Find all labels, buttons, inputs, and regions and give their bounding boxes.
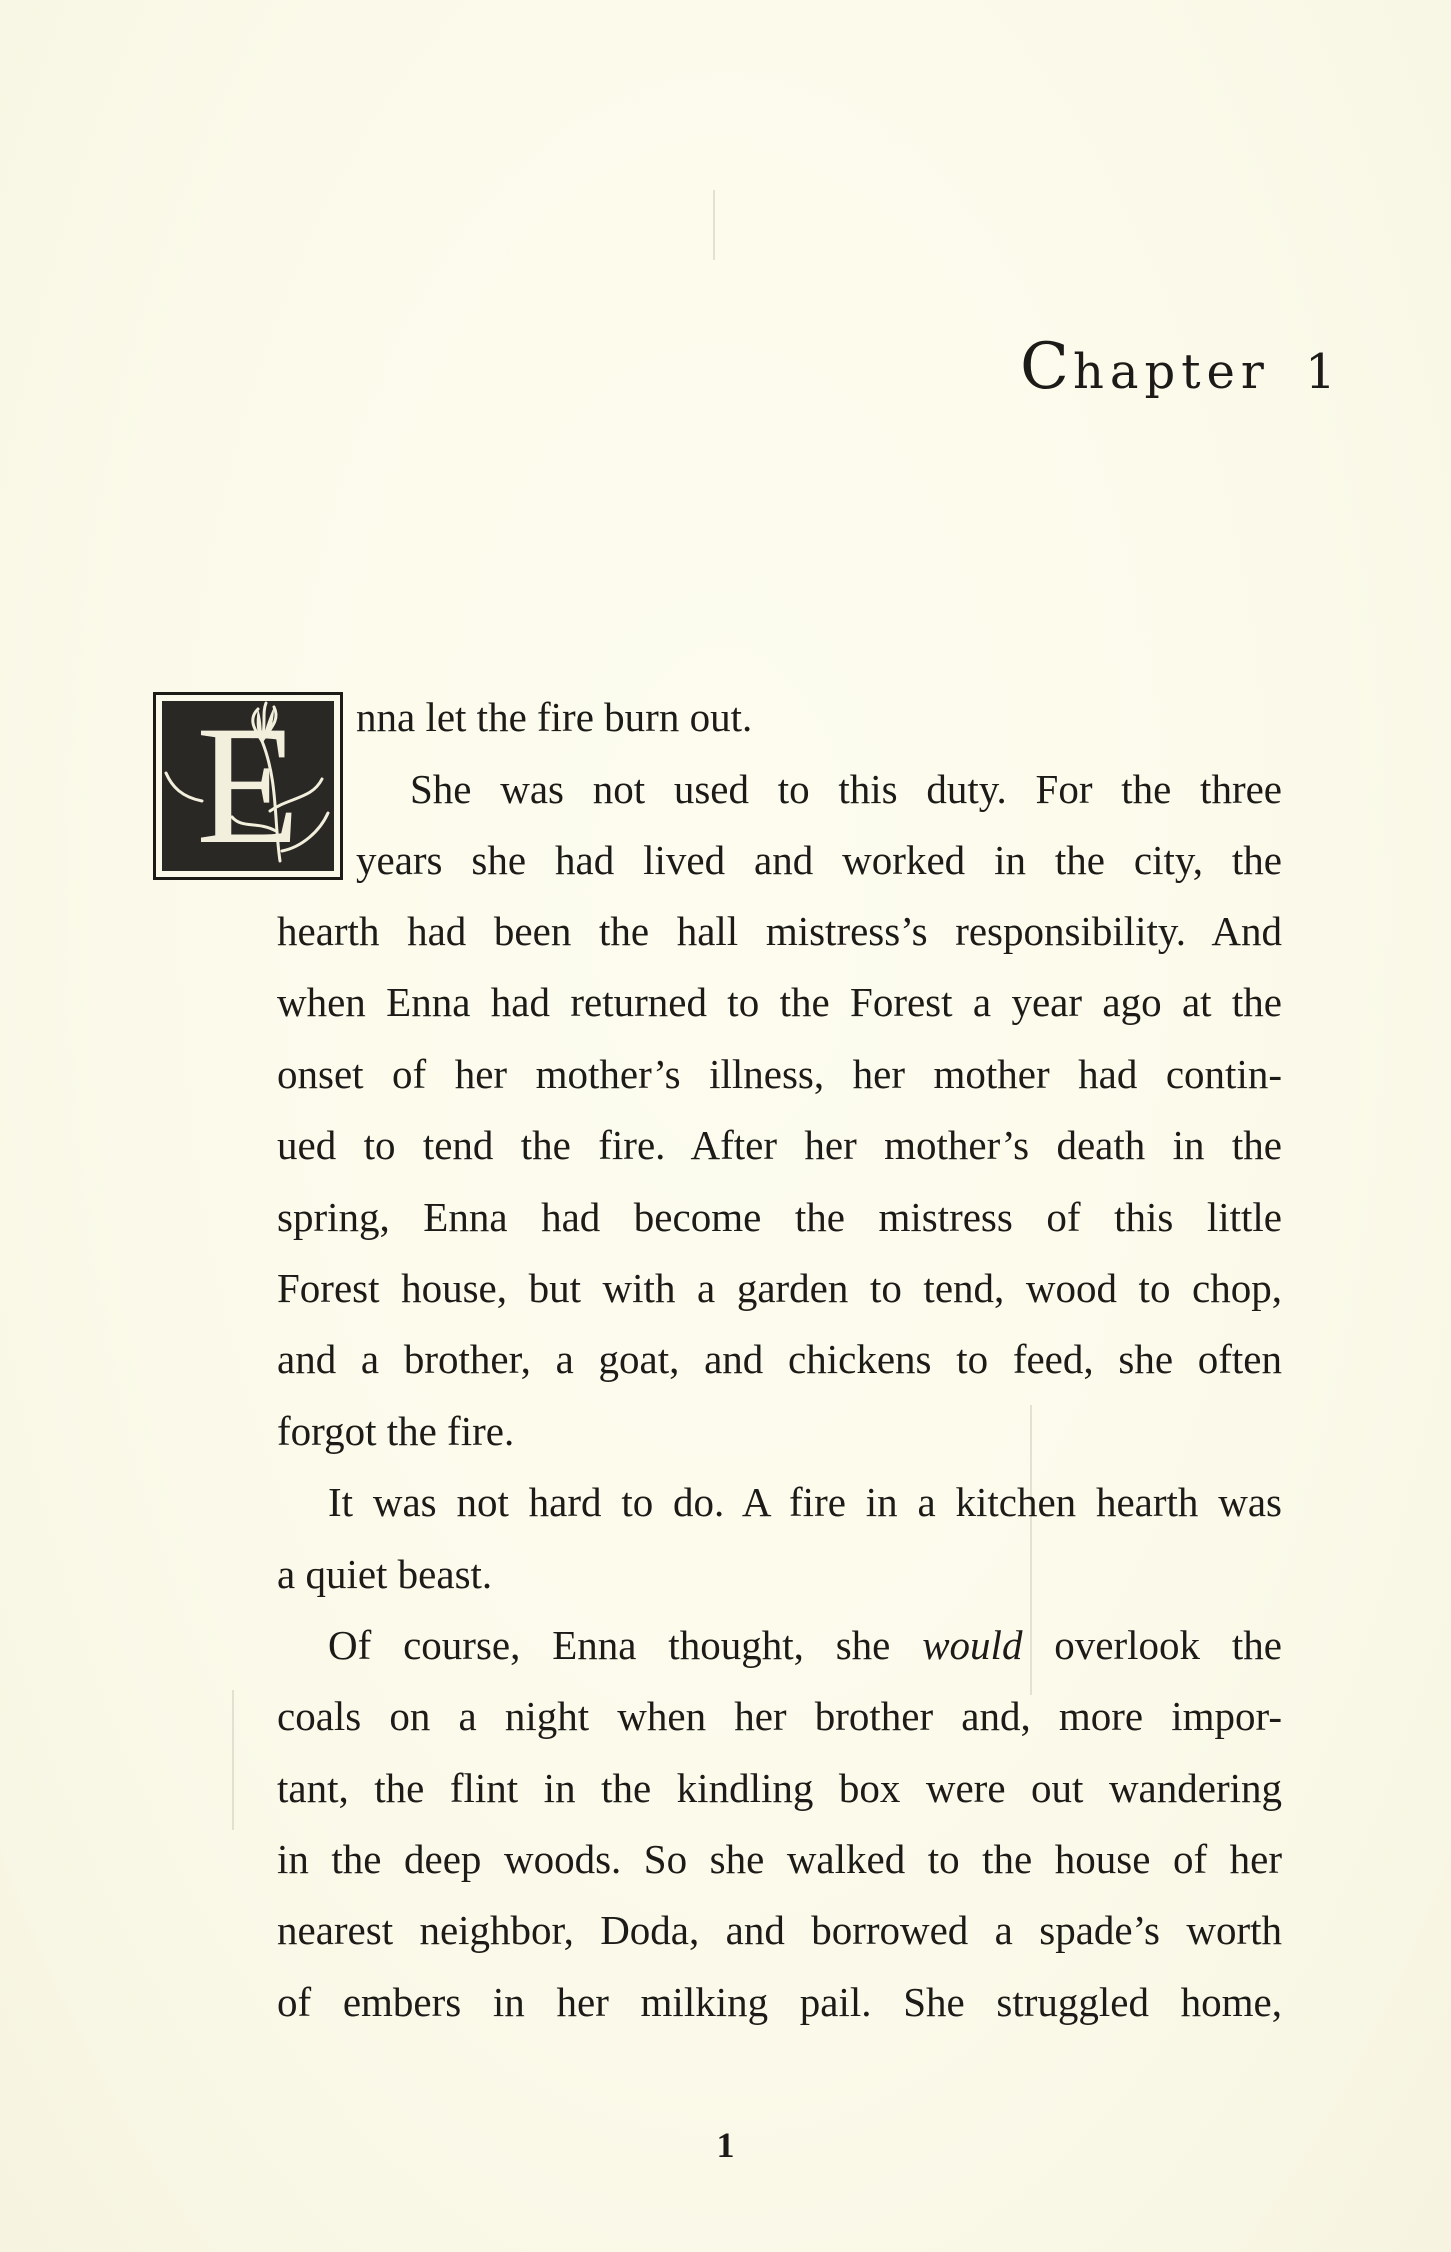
opening-line: nna let the fire burn out. [356,694,753,740]
text-line-14 [328,1620,1282,1670]
text-line-5: when Enna had returned to the Forest a year ago at the [277,979,1282,1025]
emphasis-would: would [922,1622,1023,1668]
text-line-10: and a brother, a goat, and chickens to feed, she often [277,1336,1282,1382]
text-line-11: forgot the fire. [277,1408,515,1454]
text-line-6: onset of her mother’s illness, her mother had contin- [277,1051,1282,1097]
scan-mark [713,190,715,260]
scan-mark [232,1690,234,1830]
text-line-18: nearest neighbor, Doda, and borrowed a spade’s worth [277,1907,1282,1953]
page-number: 1 [716,2125,735,2165]
chapter-heading-rest: hapter [1072,344,1270,400]
drop-cap-panel [162,701,334,871]
line-14-after: overlook the [1022,1622,1282,1668]
text-line-12: It was not hard to do. A fire in a kitchen hearth was [328,1479,1282,1525]
text-line-17: in the deep woods. So she walked to the house of her [277,1836,1282,1882]
text-line-13: a quiet beast. [277,1551,493,1597]
text-line-8: spring, Enna had become the mistress of this little [277,1194,1282,1240]
chapter-heading [1020,330,1342,404]
text-line-15: coals on a night when her brother and, more impor- [277,1693,1282,1739]
drop-cap [153,692,343,880]
text-line-16: tant, the flint in the kindling box were out wandering [277,1765,1282,1811]
line-14-before: Of course, Enna thought, she [328,1622,923,1668]
text-line-19: of embers in her milking pail. She struggled home, [277,1979,1282,2025]
text-line-2: She was not used to this duty. For the three [410,766,1282,812]
text-line-3: years she had lived and worked in the city, the [356,837,1282,883]
text-line-4: hearth had been the hall mistress’s responsibility. And [277,908,1282,954]
text-line-7: ued to tend the fire. After her mother’s death in the [277,1122,1282,1168]
text-line-9: Forest house, but with a garden to tend, wood to chop, [277,1265,1282,1311]
drop-cap-letter: E [196,701,300,871]
text-line-1 [356,692,752,742]
chapter-number: 1 [1305,344,1342,400]
chapter-heading-cap: C [1020,330,1073,404]
